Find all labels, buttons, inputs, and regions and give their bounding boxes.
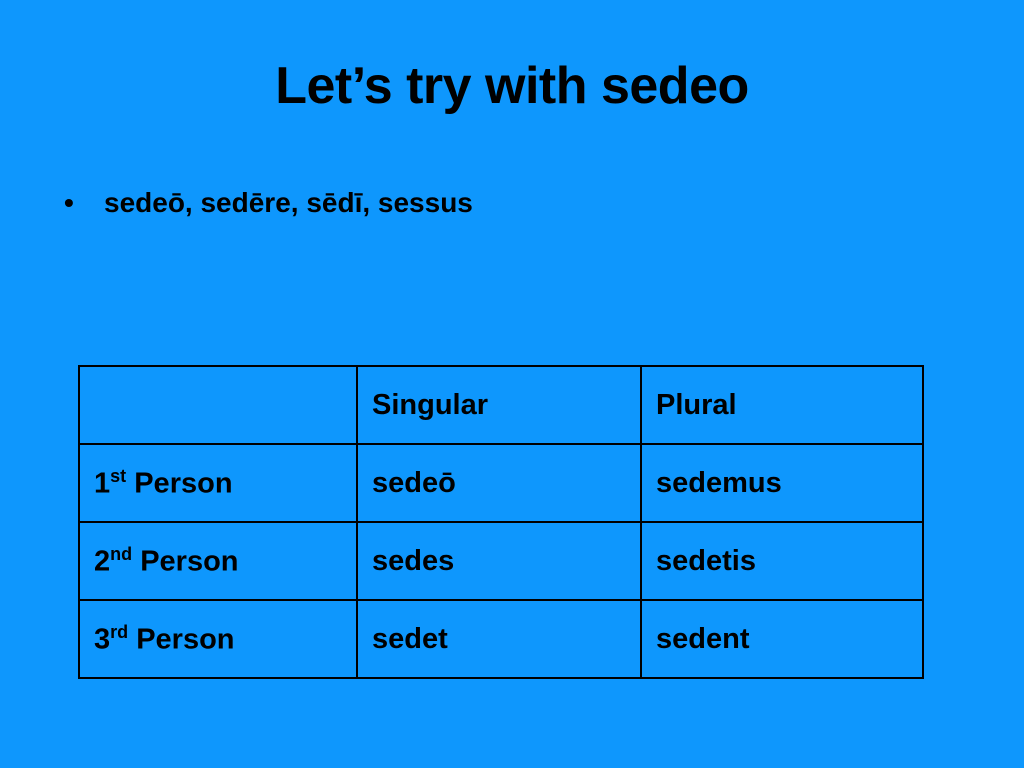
person-word: Person bbox=[140, 545, 239, 578]
row-header-third-person bbox=[79, 600, 357, 678]
cell-plural-second-person: sedetis bbox=[641, 522, 923, 600]
cell-singular-third-person: sedet bbox=[357, 600, 641, 678]
bullet-list bbox=[56, 185, 956, 221]
column-header-singular: Singular bbox=[357, 366, 641, 444]
row-header-first-person bbox=[79, 444, 357, 522]
person-ordinal-suffix: st bbox=[110, 465, 127, 486]
row-header-second-person bbox=[79, 522, 357, 600]
conjugation-table bbox=[78, 365, 924, 679]
person-ordinal-suffix: rd bbox=[110, 621, 129, 642]
table-header-row bbox=[79, 366, 923, 444]
person-number: 3 bbox=[94, 623, 111, 656]
cell-plural-first-person: sedemus bbox=[641, 444, 923, 522]
bullet-marker-icon: • bbox=[64, 187, 74, 218]
cell-singular-second-person: sedes bbox=[357, 522, 641, 600]
table-corner-cell bbox=[79, 366, 357, 444]
list-item bbox=[56, 185, 956, 221]
column-header-plural: Plural bbox=[641, 366, 923, 444]
table-row bbox=[79, 600, 923, 678]
list-item-label: sedeō, sedēre, sēdī, sessus bbox=[104, 187, 473, 218]
table-row bbox=[79, 522, 923, 600]
person-number: 2 bbox=[94, 545, 111, 578]
person-number: 1 bbox=[94, 467, 111, 500]
person-word: Person bbox=[134, 467, 233, 500]
page-title: Let’s try with sedeo bbox=[275, 57, 749, 115]
table-row bbox=[79, 444, 923, 522]
person-word: Person bbox=[136, 623, 235, 656]
cell-plural-third-person: sedent bbox=[641, 600, 923, 678]
person-ordinal-suffix: nd bbox=[110, 543, 133, 564]
cell-singular-first-person: sedeō bbox=[357, 444, 641, 522]
